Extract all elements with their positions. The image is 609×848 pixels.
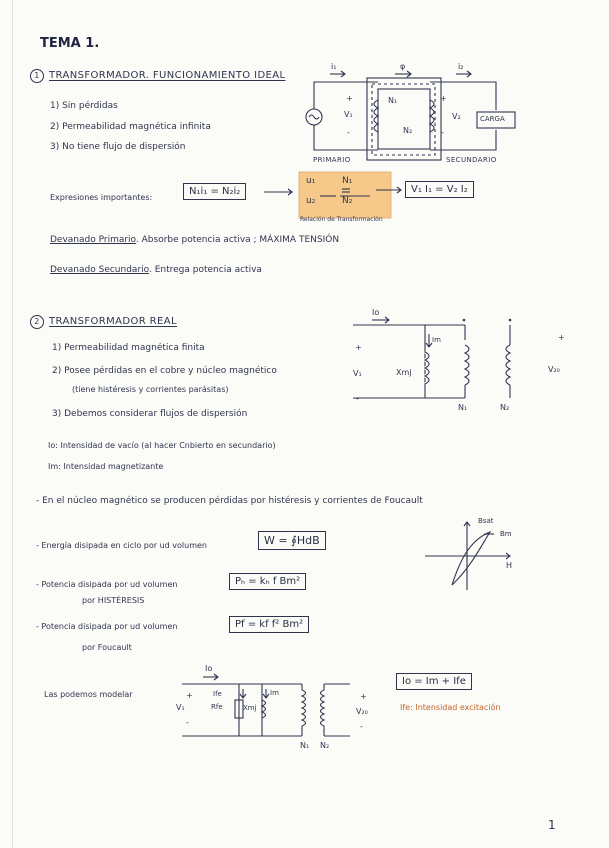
section1-item-2: 2) Permeabilidad magnética infinita xyxy=(50,122,211,132)
diag-v2-plus: + xyxy=(440,94,447,103)
model-v20-label: V₂₀ xyxy=(356,707,368,716)
eq-power: V₁ I₁ = V₂ I₂ xyxy=(405,181,474,198)
hyst-bsat-label: Bsat xyxy=(478,517,494,525)
model-n2-label: N₂ xyxy=(320,741,330,750)
io-definition: Io: Intensidad de vacío (al hacer Cnbierto en secundario) xyxy=(48,441,276,450)
section1-number: 1 xyxy=(30,69,44,83)
circuit-n1-label: N₁ xyxy=(458,403,468,412)
circuit-v20-label: V₂₀ xyxy=(548,365,560,374)
primary-label: Devanado Primario xyxy=(50,235,136,245)
diag-i2-label: i₂ xyxy=(458,62,464,71)
ratio-den-right: N₂ xyxy=(342,196,353,206)
diag-v1-plus: + xyxy=(346,94,353,103)
section1-item-1: 1) Sin pérdidas xyxy=(50,101,118,111)
ratio-den-left: u₂ xyxy=(306,196,316,206)
section2-item-2b: (tiene histéresis y corrientes parásitas) xyxy=(72,385,229,394)
section1-item-3: 3) No tiene flujo de dispersión xyxy=(50,142,186,152)
eq-foucault: Pf = kf f² Bm² xyxy=(229,616,309,633)
circuit-io-label: Io xyxy=(372,308,380,317)
model-io-label: Io xyxy=(205,664,213,673)
circuit-n2-label: N₂ xyxy=(500,403,510,412)
model-label: Las podemos modelar xyxy=(44,690,133,699)
bullet-foucault: - Potencia disipada por ud volumen xyxy=(36,622,178,631)
model-rfe-label: Rfe xyxy=(211,703,223,711)
model-n1-label: N₁ xyxy=(300,741,310,750)
primary-text: . Absorbe potencia activa ; MÁXIMA TENSIÓN xyxy=(135,235,340,245)
bullet-foucault-b: por Foucault xyxy=(82,643,132,652)
hyst-bm-label: Bm xyxy=(500,530,512,538)
circuit-v1-label: V₁ xyxy=(353,369,362,378)
expressions-label: Expresiones importantes: xyxy=(50,193,153,202)
bullet-hysteresis: - Potencia disipada por ud volumen xyxy=(36,580,178,589)
ratio-num-right: N₁ xyxy=(342,176,353,186)
page-number: 1 xyxy=(548,818,556,832)
page-title: TEMA 1. xyxy=(40,36,100,51)
diag-secondary-label: SECUNDARIO xyxy=(446,156,497,164)
eq-io-sum: Io = Im + Ife xyxy=(396,673,472,690)
bullet-core-losses: - En el núcleo magnético se producen pérdidas por histéresis y corrientes de Foucault xyxy=(36,496,423,506)
diag-n1-label: N₁ xyxy=(388,96,398,105)
model-v20-plus: + xyxy=(360,692,367,701)
section2-item-1: 1) Permeabilidad magnética finita xyxy=(52,343,205,353)
model-v20-minus: - xyxy=(360,722,363,731)
section2-item-2: 2) Posee pérdidas en el cobre y núcleo magnético xyxy=(52,366,277,376)
section2-number: 2 xyxy=(30,315,44,329)
diag-v1-minus: - xyxy=(347,128,350,137)
section1-heading-text: TRANSFORMADOR. FUNCIONAMIENTO IDEAL xyxy=(49,70,286,81)
diag-n2-label: N₂ xyxy=(403,126,413,135)
model-v1-label: V₁ xyxy=(176,703,185,712)
diag-v1-label: V₁ xyxy=(344,110,353,119)
diag-primary-label: PRIMARIO xyxy=(313,156,351,164)
model-im-label: Im xyxy=(270,689,279,697)
bullet-hysteresis-b: por HISTÉRESIS xyxy=(82,596,145,605)
im-definition: Im: Intensidad magnetizante xyxy=(48,462,164,471)
eq-hysteresis: Pₕ = kₕ f Bm² xyxy=(229,573,306,590)
model-xmj-label: Xmj xyxy=(243,704,257,712)
hyst-h-label: H xyxy=(506,561,513,570)
diag-v2-minus: - xyxy=(441,128,444,137)
diag-load-label: CARGA xyxy=(480,115,505,123)
eq-energy: W = ∮HdB xyxy=(258,531,326,550)
diag-v2-label: V₂ xyxy=(452,112,461,121)
ratio-num-left: u₁ xyxy=(306,176,316,186)
secondary-text: . Entrega potencia activa xyxy=(149,265,262,275)
section2-item-3: 3) Debemos considerar flujos de dispersión xyxy=(52,409,248,419)
eq-ampere-turns: N₁i₁ = N₂i₂ xyxy=(183,183,246,200)
section2-heading-text: TRANSFORMADOR REAL xyxy=(49,316,177,327)
model-v1-minus: - xyxy=(186,718,189,727)
secondary-label: Devanado Secundario xyxy=(50,265,149,275)
circuit-v1-plus: + xyxy=(355,343,362,352)
model-v1-plus: + xyxy=(186,691,193,700)
circuit-xmj-label: Xmj xyxy=(396,368,412,377)
circuit-v20-plus: + xyxy=(558,333,565,342)
ratio-caption: Relación de Transformación xyxy=(300,216,383,223)
model-ife-label: Ife xyxy=(213,690,222,698)
diag-i1-label: i₁ xyxy=(331,62,337,71)
circuit-v1-minus: - xyxy=(356,394,359,403)
ife-definition: Ife: Intensidad excitación xyxy=(400,703,501,712)
diag-phi-label: φ xyxy=(400,62,406,71)
circuit-im-label: Im xyxy=(432,336,441,344)
bullet-energy: - Energía disipada en ciclo por ud volumen xyxy=(36,541,207,550)
